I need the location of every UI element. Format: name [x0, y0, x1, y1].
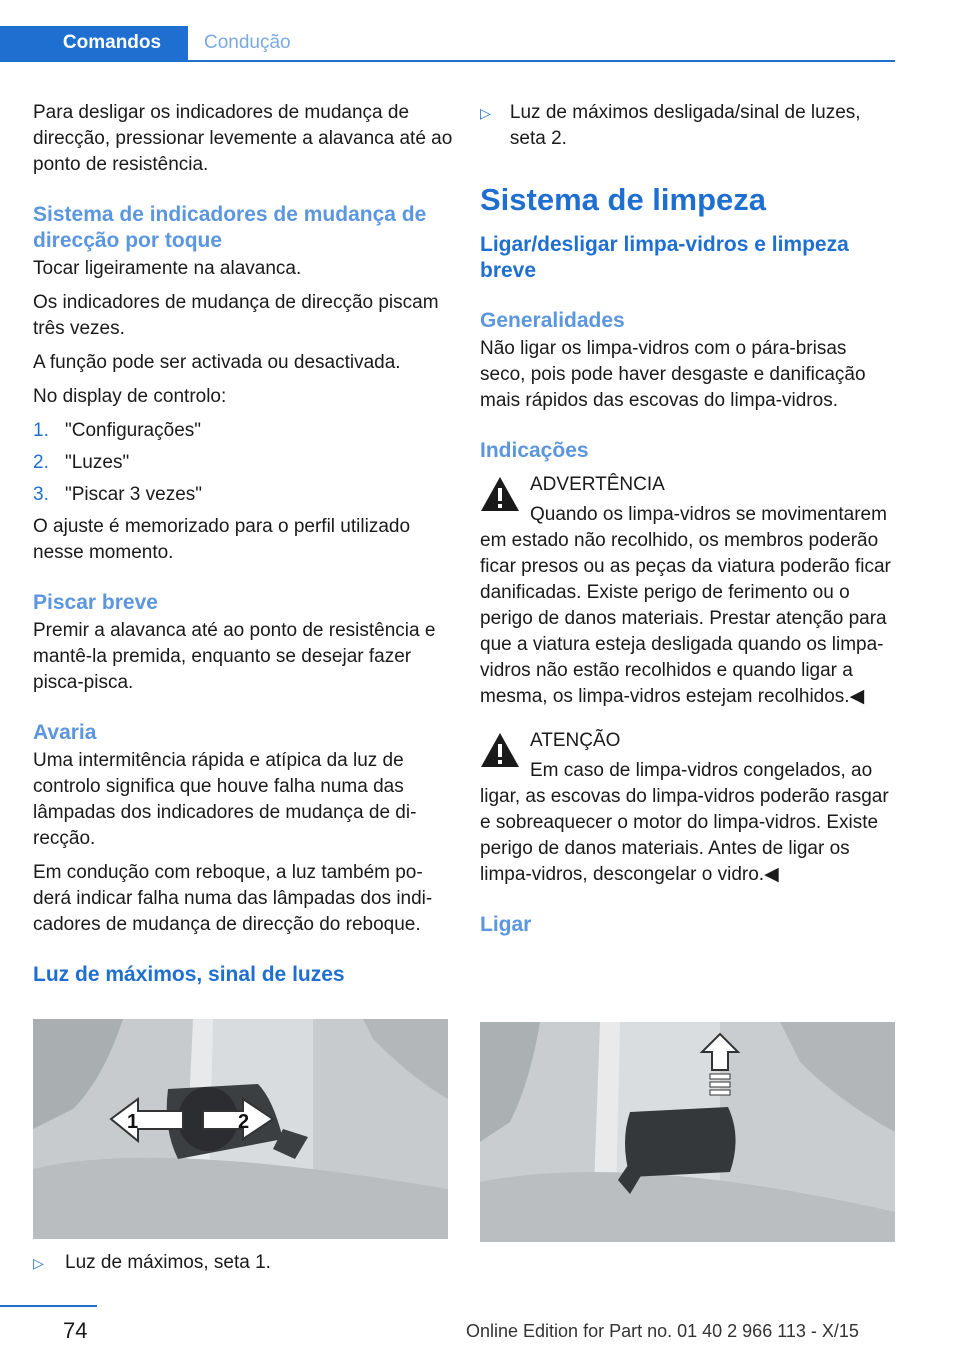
svg-text:1: 1 [127, 1111, 139, 1133]
warning-block-2 [480, 728, 896, 888]
on-heading: Ligar [480, 913, 532, 936]
general-heading: Generalidades [480, 309, 625, 332]
cleaning-heading: Sistema de limpeza [480, 182, 767, 217]
list-item [33, 418, 453, 444]
tab-comandos[interactable]: Comandos [0, 26, 188, 60]
list-text: "Configurações" [65, 420, 202, 441]
touch-p4: No display de controlo: [33, 386, 227, 407]
general-paragraph: Não ligar os limpa-vidros com o pára-brisas seco, pois pode haver desgaste e danificação mais rápidos das escovas do limpa-vidros. [480, 338, 866, 411]
touch-p2: Os indicadores de mudança de direcção piscam três vezes. [33, 292, 439, 339]
fault-p2: Em condução com reboque, a luz também poderá indicar falha numa das lâmpadas dos indicadores de mudança de direcção do reboque. [33, 862, 433, 935]
list-text: "Luzes" [65, 452, 130, 473]
fault-p1: Uma intermitência rápida e atípica da luz de controlo significa que houve falha numa das lâmpadas dos indicadores de mudança de direcção. [33, 750, 417, 849]
list-text: "Piscar 3 vezes" [65, 484, 203, 505]
warning-block-1 [480, 472, 896, 710]
bullet-text: Luz de máximos desligada/sinal de luzes, seta 2. [509, 102, 861, 149]
flash-paragraph: Premir a alavanca até ao ponto de resistência e mantê-la premida, enquanto se desejar fazer pisca-pisca. [33, 620, 436, 693]
tab-conducao[interactable]: Condução [204, 32, 291, 53]
fault-heading: Avaria [33, 721, 97, 744]
touch-p3: A função pode ser activada ou desactivada. [33, 352, 401, 373]
bullet-text: Luz de máximos, seta 1. [65, 1252, 271, 1273]
list-number: 1. [33, 420, 49, 441]
notes-heading: Indicações [480, 439, 589, 462]
highbeam-bullet [33, 1250, 453, 1276]
header-rule [0, 60, 895, 62]
header-tabs [0, 26, 309, 60]
touch-p1: Tocar ligeiramente na alavanca. [33, 258, 302, 279]
touch-heading: Sistema de indicadores de mudança de direcção por toque [33, 203, 427, 252]
intro-paragraph: Para desligar os indicadores de mudança de direcção, pressionar levemente a alavanca até ao ponto de resistência. [33, 102, 453, 175]
left-column [33, 100, 453, 990]
warning-triangle-icon [480, 732, 520, 768]
highbeam-off-bullet [480, 100, 896, 152]
warning-title: ATENÇÃO [530, 730, 621, 751]
list-number: 2. [33, 452, 49, 473]
page-number: 74 [63, 1318, 88, 1343]
highbeam-heading: Luz de máximos, sinal de luzes [33, 963, 345, 986]
touch-p5: O ajuste é memorizado para o perfil utilizado nesse momento. [33, 516, 411, 563]
wipers-heading: Ligar/desligar limpa-vidros e limpeza breve [480, 233, 849, 282]
warning-title: ADVERTÊNCIA [530, 474, 665, 495]
highbeam-lever-figure [33, 1019, 448, 1239]
footer-rule [0, 1305, 97, 1307]
flash-heading: Piscar breve [33, 591, 158, 614]
warning-text: Em caso de limpa-vidros congelados, ao ligar, as escovas do limpa-vidros poderão rasgar e sobreaquecer o motor do limpa-vidros. Existe perigo de danos materiais. Antes de ligar os limpa-vidros, descongelar o vidro.◀ [480, 760, 889, 885]
edition-note: Online Edition for Part no. 01 40 2 966 113 - X/15 [466, 1321, 859, 1341]
wiper-lever-figure [480, 1022, 895, 1242]
list-item [33, 450, 453, 476]
list-number: 3. [33, 484, 49, 505]
triangle-bullet-icon: ▷ [480, 105, 491, 121]
warning-text: Quando os limpa-vidros se movimentarem em estado não recolhido, os membros poderão ficar presos ou as peças da viatura poderão ficar danificadas. Existe perigo de ferimento ou o perigo de danos materiais. Prestar atenção para que a viatura esteja desligada quando os limpa-vidros não estão recolhidos e quando ligar a mesma, os limpa-vidros estejam recolhidos.◀ [480, 504, 891, 707]
right-column [480, 100, 896, 940]
steps-list [33, 418, 453, 508]
svg-text:2: 2 [238, 1111, 250, 1133]
list-item [33, 482, 453, 508]
warning-triangle-icon [480, 476, 520, 512]
triangle-bullet-icon: ▷ [33, 1255, 44, 1271]
